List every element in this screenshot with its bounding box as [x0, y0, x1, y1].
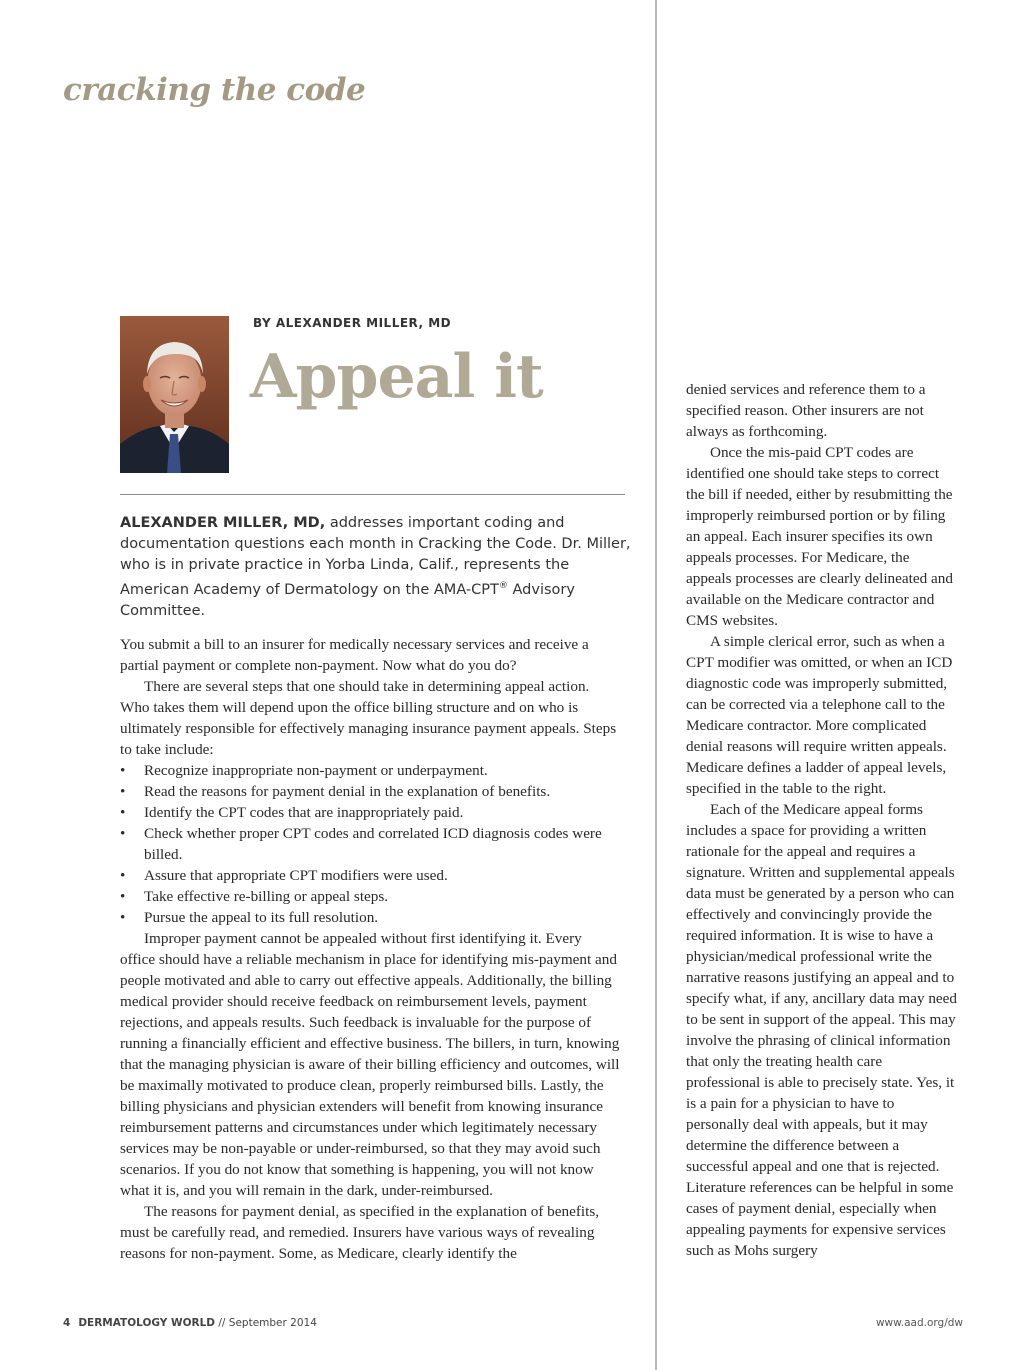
- article-left-column: [120, 634, 620, 1264]
- publication-name: DERMATOLOGY WORLD: [78, 1317, 216, 1329]
- list-item: • Read the reasons for payment denial in the explanation of benefits.: [144, 781, 620, 802]
- issue-date: September 2014: [228, 1317, 317, 1329]
- footer-folio: [63, 1317, 317, 1329]
- list-item: • Take effective re-billing or appeal steps.: [144, 886, 620, 907]
- author-bio-name: ALEXANDER MILLER, MD,: [120, 515, 326, 531]
- horizontal-rule: [120, 494, 625, 495]
- list-item: • Pursue the appeal to its full resolution.: [144, 907, 620, 928]
- column-divider: [655, 0, 657, 1370]
- steps-list: [120, 760, 620, 928]
- list-item: • Assure that appropriate CPT modifiers were used.: [144, 865, 620, 886]
- footer-separator: //: [215, 1317, 229, 1329]
- paragraph: Each of the Medicare appeal forms includes a space for providing a written rationale for the appeal and requires a signature. Written and supplemental appeals data must be generated by a person who can effectively and convincingly provide the required information. It is wise to have a physician/medical professional write the narrative reasons justifying an appeal and to specify what, if any, ancillary data may need to be sent in support of the appeal. This may involve the phrasing of clinical information that only the treating health care professional is able to precisely state. Yes, it is a pain for a physician to have to personally deal with appeals, but it may determine the difference between a successful appeal and one that is rejected. Literature references can be helpful in some cases of payment denial, especially when appealing payments for expensive services such as Mohs surgery: [686, 801, 958, 1259]
- author-photo: [120, 316, 229, 473]
- paragraph: Improper payment cannot be appealed without first identifying it. Every office should have a reliable mechanism in place for identifying mis-payment and people motivated and able to carry out effective appeals. Additionally, the billing medical provider should receive feedback on reimbursement levels, payment rejections, and appeals results. Such feedback is invaluable for the purpose of running a financially efficient and effective business. The billers, in turn, knowing that the managing physician is aware of their billing efficiency and outcomes, will be maximally motivated to produce clean, properly reimbursed bills. Lastly, the billing physicians and physician extenders will benefit from knowing insurance reimbursement patterns and circumstances under which legitimately necessary services may be non-payable or under-reimbursed, so that they may avoid such scenarios. If you do not know that something is happening, you will not know what it is, and you will remain in the dark, under-reimbursed.: [120, 930, 620, 1199]
- article-right-column: [686, 379, 958, 1261]
- footer-url[interactable]: www.aad.org/dw: [875, 1317, 963, 1329]
- author-bio-text: addresses important coding and documentation questions each month in Cracking the Code. Dr. Miller, who is in private practice in Yorba Linda, Calif., represents the American Academy of Dermatology on the AMA-CPT: [120, 515, 631, 598]
- registered-mark: ®: [498, 581, 508, 591]
- section-title: cracking the code: [63, 72, 366, 108]
- paragraph: A simple clerical error, such as when a CPT modifier was omitted, or when an ICD diagnostic code was improperly submitted, can be corrected via a telephone call to the Medicare contractor. More complicated denial reasons will require written appeals. Medicare defines a ladder of appeal levels, specified in the table to the right.: [686, 633, 953, 797]
- author-portrait-image: [120, 316, 229, 473]
- author-bio: [120, 513, 640, 622]
- author-bio-text-end: Advisory Committee.: [120, 581, 575, 619]
- paragraph: Once the mis-paid CPT codes are identified one should take steps to correct the bill if needed, either by resubmitting the improperly reimbursed portion or by filing an appeal. Each insurer specifies its own appeals processes. For Medicare, the appeals processes are clearly delineated and available on the Medicare contractor and CMS websites.: [686, 444, 953, 629]
- paragraph: You submit a bill to an insurer for medically necessary services and receive a partial payment or complete non-payment. Now what do you do?: [120, 636, 589, 674]
- headline: Appeal it: [250, 342, 543, 412]
- paragraph: The reasons for payment denial, as specified in the explanation of benefits, must be carefully read, and remedied. Insurers have various ways of revealing reasons for non-payment. Some, as Medicare, clearly identify the: [120, 1203, 600, 1262]
- byline: BY ALEXANDER MILLER, MD: [253, 316, 452, 330]
- page-number: 4: [63, 1317, 71, 1329]
- list-item: • Check whether proper CPT codes and correlated ICD diagnosis codes were billed.: [144, 823, 620, 865]
- paragraph: There are several steps that one should take in determining appeal action. Who takes them will depend upon the office billing structure and on who is ultimately responsible for effectively managing insurance payment appeals. Steps to take include:: [120, 678, 617, 758]
- paragraph: denied services and reference them to a specified reason. Other insurers are not always as forthcoming.: [686, 381, 926, 440]
- list-item: • Identify the CPT codes that are inappropriately paid.: [144, 802, 620, 823]
- list-item: • Recognize inappropriate non-payment or underpayment.: [144, 760, 620, 781]
